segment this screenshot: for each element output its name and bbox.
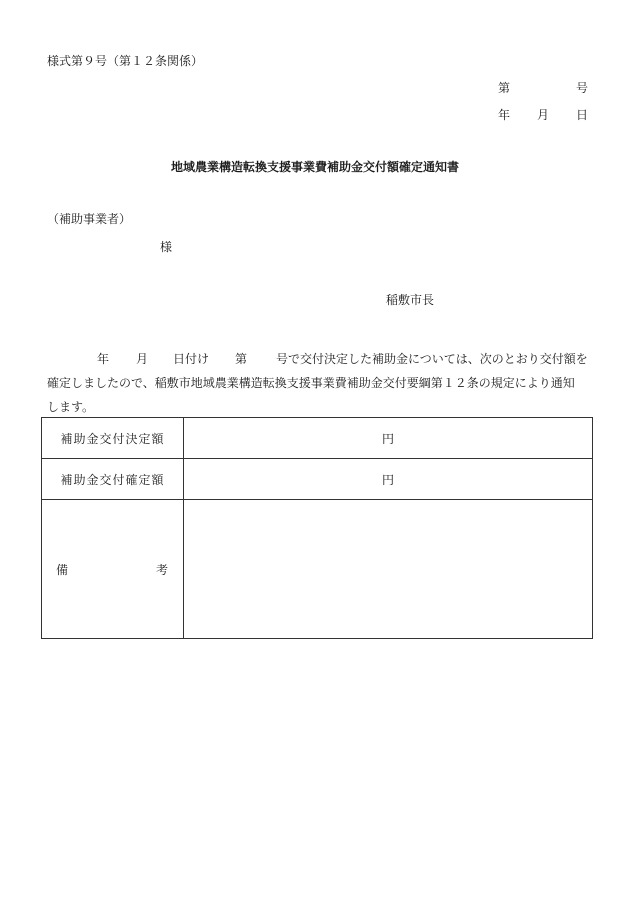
body-dated: 日付け (173, 352, 210, 366)
body-month: 月 (136, 352, 149, 366)
table-row (42, 500, 593, 639)
table-row (42, 459, 593, 500)
body-line-1-text: 号で交付決定した補助金については、次のとおり交付額を (276, 352, 588, 366)
recipient-label: （補助事業者） (47, 212, 132, 226)
confirmed-amount-label: 補助金交付確定額 (42, 459, 184, 500)
confirmed-amount-field[interactable]: 円 (184, 459, 593, 500)
body-line-1 (47, 347, 601, 371)
date-day: 日 (576, 108, 589, 122)
body-year: 年 (97, 352, 110, 366)
form-number-label: 様式第９号（第１２条関係） (47, 54, 204, 68)
body-line-2: 確定しましたので、稲敷市地域農業構造転換支援事業費補助金交付要綱第１２条の規定により通知 (47, 376, 575, 390)
number-prefix: 第 (498, 81, 511, 95)
remarks-field[interactable] (184, 500, 593, 639)
issuer-name: 稲敷市長 (386, 293, 435, 307)
document-title: 地域農業構造転換支援事業費補助金交付額確定通知書 (170, 160, 459, 174)
decided-amount-label: 補助金交付決定額 (42, 418, 184, 459)
remarks-label (42, 500, 184, 639)
decided-amount-field[interactable]: 円 (184, 418, 593, 459)
amount-table (41, 417, 593, 639)
body-number-prefix: 第 (235, 352, 248, 366)
number-suffix: 号 (576, 81, 589, 95)
body-line-3: します。 (47, 400, 95, 414)
notice-body (47, 347, 601, 419)
table-row (42, 418, 593, 459)
remarks-label-b: 考 (155, 562, 169, 577)
date-year: 年 (498, 108, 511, 122)
remarks-label-a: 備 (56, 562, 70, 577)
honorific: 様 (160, 240, 173, 254)
date-month: 月 (537, 108, 550, 122)
